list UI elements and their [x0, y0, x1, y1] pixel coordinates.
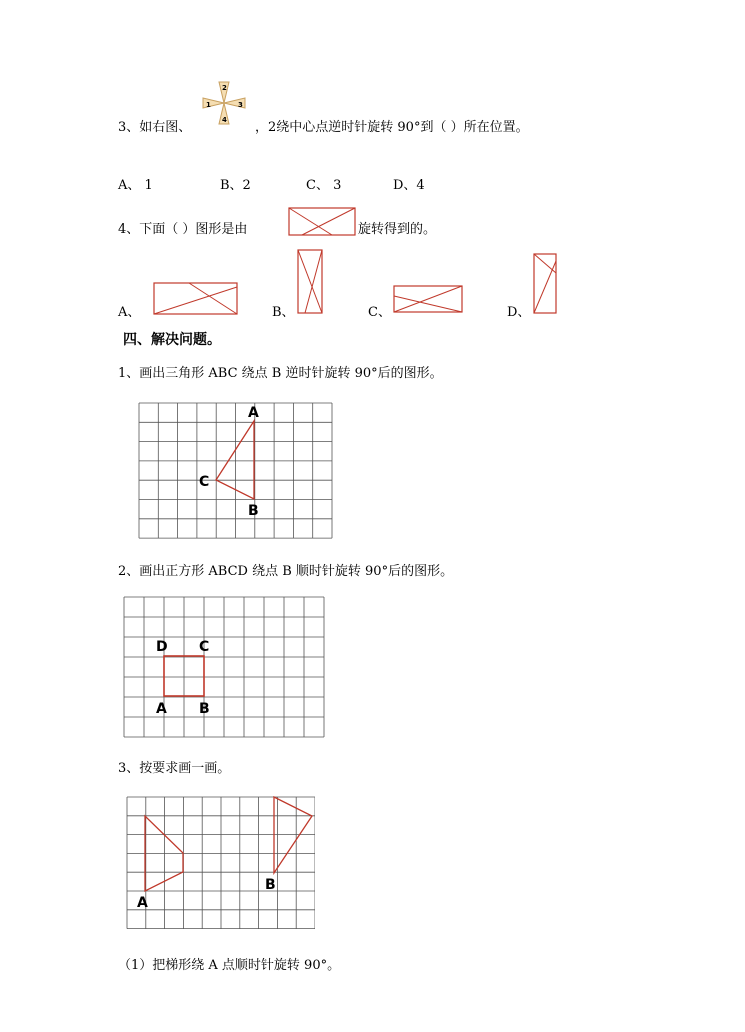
- cross-label-2: 2: [222, 84, 227, 92]
- q4-label-a: A、: [118, 305, 141, 320]
- q3-option-a: A、 1: [118, 178, 153, 193]
- q3-option-d: D、4: [393, 178, 425, 193]
- cross-label-1: 1: [206, 101, 211, 109]
- q4-label-b: B、: [272, 305, 295, 320]
- p3-grid-figure: [125, 796, 315, 940]
- q4-option-b: [297, 249, 324, 315]
- cross-figure: [200, 80, 248, 126]
- q3-option-b: B、2: [220, 178, 251, 193]
- triangle-b: [274, 797, 312, 873]
- p1-label-c: C: [199, 474, 210, 490]
- p1-grid: [139, 403, 332, 538]
- p3-label-b: B: [265, 877, 276, 893]
- cross-label-3: 3: [238, 101, 243, 109]
- q4-option-a: [153, 282, 239, 316]
- p1-grid-figure: [136, 400, 336, 544]
- p2-text: 2、画出正方形 ABCD 绕点 B 顺时针旋转 90°后的图形。: [118, 564, 454, 579]
- q3-option-c: C、 3: [306, 178, 342, 193]
- p1-text: 1、画出三角形 ABC 绕点 B 逆时针旋转 90°后的图形。: [118, 366, 443, 381]
- q4-label-c: C、: [368, 305, 391, 320]
- section-title: 四、解决问题。: [123, 332, 221, 348]
- q4-label-d: D、: [507, 305, 531, 320]
- p2-grid-figure: [122, 596, 328, 740]
- q4-reference-rectangle: [288, 207, 358, 237]
- cross-label-4: 4: [222, 116, 227, 124]
- q4-suffix: 旋转得到的。: [358, 222, 437, 237]
- p2-label-c: C: [199, 639, 210, 655]
- q4-option-d: [533, 253, 558, 315]
- p2-grid: [124, 597, 324, 737]
- q4-option-c: [393, 285, 464, 314]
- p3-text: 3、按要求画一画。: [118, 761, 231, 776]
- p2-label-d: D: [156, 639, 168, 655]
- p3-grid: [127, 797, 315, 929]
- p3-sub1: （1）把梯形绕 A 点顺时针旋转 90°。: [118, 958, 341, 973]
- p2-label-b: B: [199, 701, 210, 717]
- triangle-abc: [216, 421, 254, 499]
- p2-label-a: A: [156, 701, 167, 717]
- q3-prefix: 3、如右图、: [118, 120, 192, 135]
- p1-label-a: A: [248, 405, 259, 421]
- p1-label-b: B: [248, 503, 259, 519]
- q4-prefix: 4、下面（ ）图形是由: [118, 222, 248, 237]
- p3-label-a: A: [137, 895, 148, 911]
- q3-suffix: ，2绕中心点逆时针旋转 90°到（ ）所在位置。: [255, 120, 529, 135]
